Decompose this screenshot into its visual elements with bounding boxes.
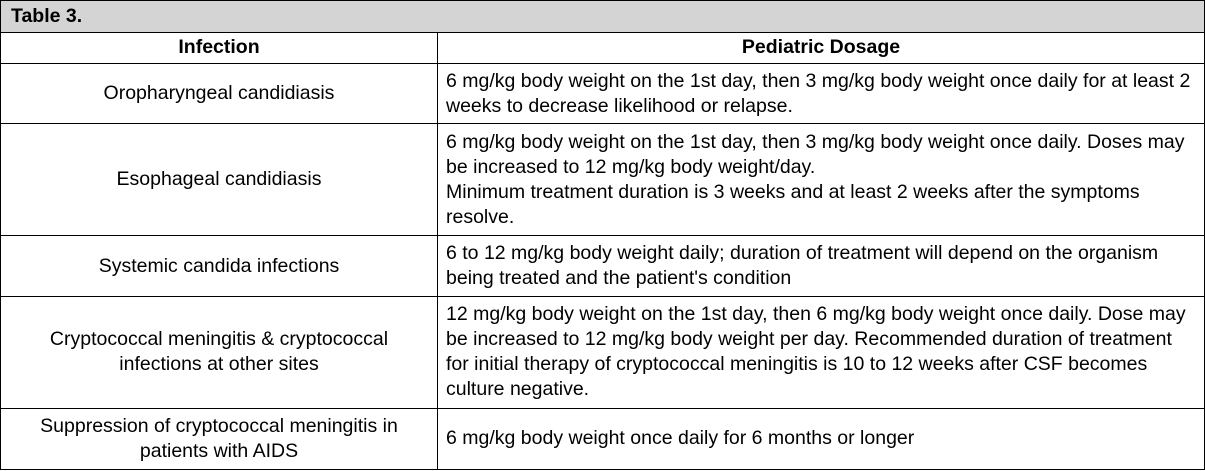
- caption-row: [1, 1, 1205, 33]
- dosage-cell: [438, 124, 1205, 236]
- table-row: [1, 124, 1205, 236]
- table-row: [1, 296, 1205, 408]
- dosage-cell: [438, 236, 1205, 296]
- dosage-cell: [438, 408, 1205, 469]
- dosage-cell: [438, 296, 1205, 408]
- dosage-line: Minimum treatment duration is 3 weeks and at least 2 weeks after the symptoms resolve.: [446, 180, 1140, 228]
- table-row: [1, 236, 1205, 296]
- dosage-line: 6 mg/kg body weight on the 1st day, then 3 mg/kg body weight once daily. Doses may be increased to 12 mg/kg body weight/day.: [446, 130, 1185, 178]
- header-row: [1, 32, 1205, 64]
- infection-cell: Suppression of cryptococcal meningitis in patients with AIDS: [1, 408, 438, 469]
- column-header-infection: Infection: [1, 32, 438, 64]
- dosage-cell: [438, 64, 1205, 124]
- table-caption: Table 3.: [1, 1, 1205, 33]
- column-header-dosage: Pediatric Dosage: [438, 32, 1205, 64]
- dosage-line: 6 to 12 mg/kg body weight daily; duration of treatment will depend on the organism being treated and the patient's condition: [446, 242, 1159, 290]
- dosage-line: 12 mg/kg body weight on the 1st day, then 6 mg/kg body weight once daily. Dose may be increased to 12 mg/kg body weight per day. Recommended duration of treatment for initial therapy of cryptococcal meningitis is 10 to 12 weeks after CSF becomes culture negative.: [446, 303, 1186, 401]
- table-row: [1, 64, 1205, 124]
- infection-cell: Cryptococcal meningitis & cryptococcal infections at other sites: [1, 296, 438, 408]
- infection-cell: Oropharyngeal candidiasis: [1, 64, 438, 124]
- dosage-line: 6 mg/kg body weight once daily for 6 months or longer: [446, 427, 915, 450]
- infection-cell: Esophageal candidiasis: [1, 124, 438, 236]
- dosage-line: 6 mg/kg body weight on the 1st day, then 3 mg/kg body weight once daily for at least 2 weeks to decrease likelihood or relapse.: [446, 69, 1191, 117]
- table-row: [1, 408, 1205, 469]
- infection-cell: Systemic candida infections: [1, 236, 438, 296]
